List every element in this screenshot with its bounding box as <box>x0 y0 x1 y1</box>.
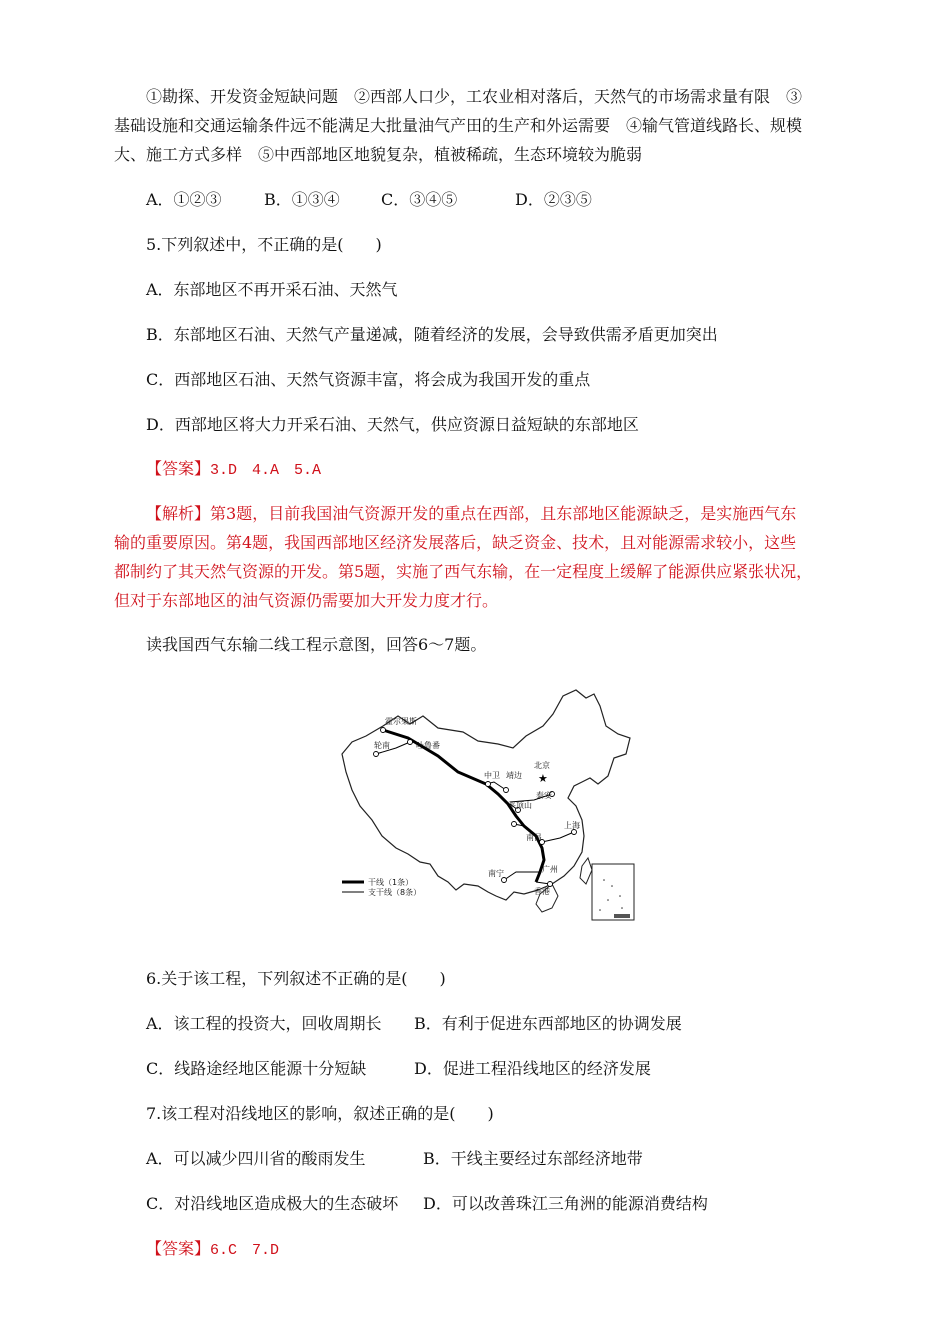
q6-option-b: B．有利于促进东西部地区的协调发展 <box>414 1014 682 1033</box>
answer-tag: 【答案】 <box>146 1239 211 1258</box>
branch-shanghai <box>542 832 574 842</box>
q7-option-b: B．干线主要经过东部经济地带 <box>423 1149 643 1168</box>
q6-option-c: C．线路途经地区能源十分短缺 <box>146 1059 367 1078</box>
q6-stem: 6.关于该工程，下列叙述不正确的是( ) <box>146 969 446 988</box>
q5-option-c: C．西部地区石油、天然气资源丰富，将会成为我国开发的重点 <box>146 370 591 389</box>
answer-value: 3.D 4.A 5.A <box>210 462 322 479</box>
q4-stem-line-3: 大、施工方式多样 ⑤中西部地区地貌复杂，植被稀疏，生态环境较为脆弱 <box>114 145 643 164</box>
map-legend <box>342 877 421 897</box>
analysis-line-3: 都制约了其天然气资源的开发。第5题，实施了西气东输，在一定程度上缓解了能源供应紧张状况， <box>114 562 813 581</box>
label-taian: 泰安 <box>536 791 552 800</box>
q7-option-c: C．对沿线地区造成极大的生态破坏 <box>146 1194 399 1213</box>
q4-option-a: A．①②③ <box>146 190 222 209</box>
q4-option-c: C．③④⑤ <box>381 190 458 209</box>
q7-stem: 7.该工程对沿线地区的影响，叙述正确的是( ) <box>146 1104 494 1123</box>
label-zhongwei: 中卫 <box>484 771 500 780</box>
capital-star-icon: ★ <box>538 772 548 785</box>
label-shanghai: 上海 <box>564 821 580 830</box>
answer-value: 6.C 7.D <box>210 1242 280 1259</box>
q7-option-d: D．可以改善珠江三角洲的能源消费结构 <box>423 1194 708 1213</box>
legend-branch: 支干线（8条） <box>368 888 422 897</box>
analysis-text-1: 第3题，目前我国油气资源开发的重点在西部，且东部地区能源缺乏，是实施西气东 <box>210 504 797 523</box>
branch-nanning <box>504 872 540 880</box>
q6-option-a: A．该工程的投资大，回收周期长 <box>146 1014 382 1033</box>
q7-option-a: A．可以减少四川省的酸雨发生 <box>146 1149 366 1168</box>
label-turpan: 吐鲁番 <box>416 741 440 750</box>
q4-option-b: B．①③④ <box>264 190 340 209</box>
label-guangzhou: 广州 <box>542 865 558 874</box>
q5-option-d: D．西部地区将大力开采石油、天然气，供应资源日益短缺的东部地区 <box>146 415 639 434</box>
label-luntai: 轮南 <box>374 741 390 750</box>
q5-option-b: B．东部地区石油、天然气产量递减，随着经济的发展，会导致供需矛盾更加突出 <box>146 325 718 344</box>
q5-stem: 5.下列叙述中，不正确的是( ) <box>146 235 382 254</box>
answer-block-1 <box>146 458 321 482</box>
answer-block-2 <box>146 1238 279 1262</box>
q6-option-d: D．促进工程沿线地区的经济发展 <box>414 1059 651 1078</box>
q5-option-a: A．东部地区不再开采石油、天然气 <box>146 280 398 299</box>
pipeline-map <box>338 686 648 926</box>
analysis-tag: 【解析】 <box>146 504 211 523</box>
q4-stem-line-1: ①勘探、开发资金短缺问题 ②西部人口少，工农业相对落后，天然气的市场需求量有限 ③ <box>146 87 803 106</box>
label-beijing: 北京 <box>534 761 550 770</box>
analysis-line-1 <box>146 503 796 525</box>
label-pingdingshan: 平顶山 <box>508 801 532 810</box>
label-jingbian: 靖边 <box>506 771 522 780</box>
label-nanning: 南宁 <box>488 869 504 878</box>
label-horgos: 霍尔果斯 <box>385 717 417 726</box>
legend-main: 干线（1条） <box>368 878 414 887</box>
analysis-line-4: 但对于东部地区的油气资源仍需要加大开发力度才行。 <box>114 591 499 610</box>
label-hongkong: 香港 <box>534 887 550 896</box>
map-intro: 读我国西气东输二线工程示意图，回答6～7题。 <box>146 635 487 654</box>
q4-option-d: D．②③⑤ <box>515 190 592 209</box>
answer-tag: 【答案】 <box>146 459 211 478</box>
analysis-line-2: 输的重要原因。第4题，我国西部地区经济发展落后，缺乏资金、技术，且对能源需求较小，这些 <box>114 533 797 552</box>
south-china-sea-inset <box>592 864 634 920</box>
label-nanchang: 南昌 <box>526 833 542 842</box>
q4-stem-line-2: 基础设施和交通运输条件远不能满足大批量油气产田的生产和外运需要 ④输气管道线路长、规模 <box>114 116 803 135</box>
